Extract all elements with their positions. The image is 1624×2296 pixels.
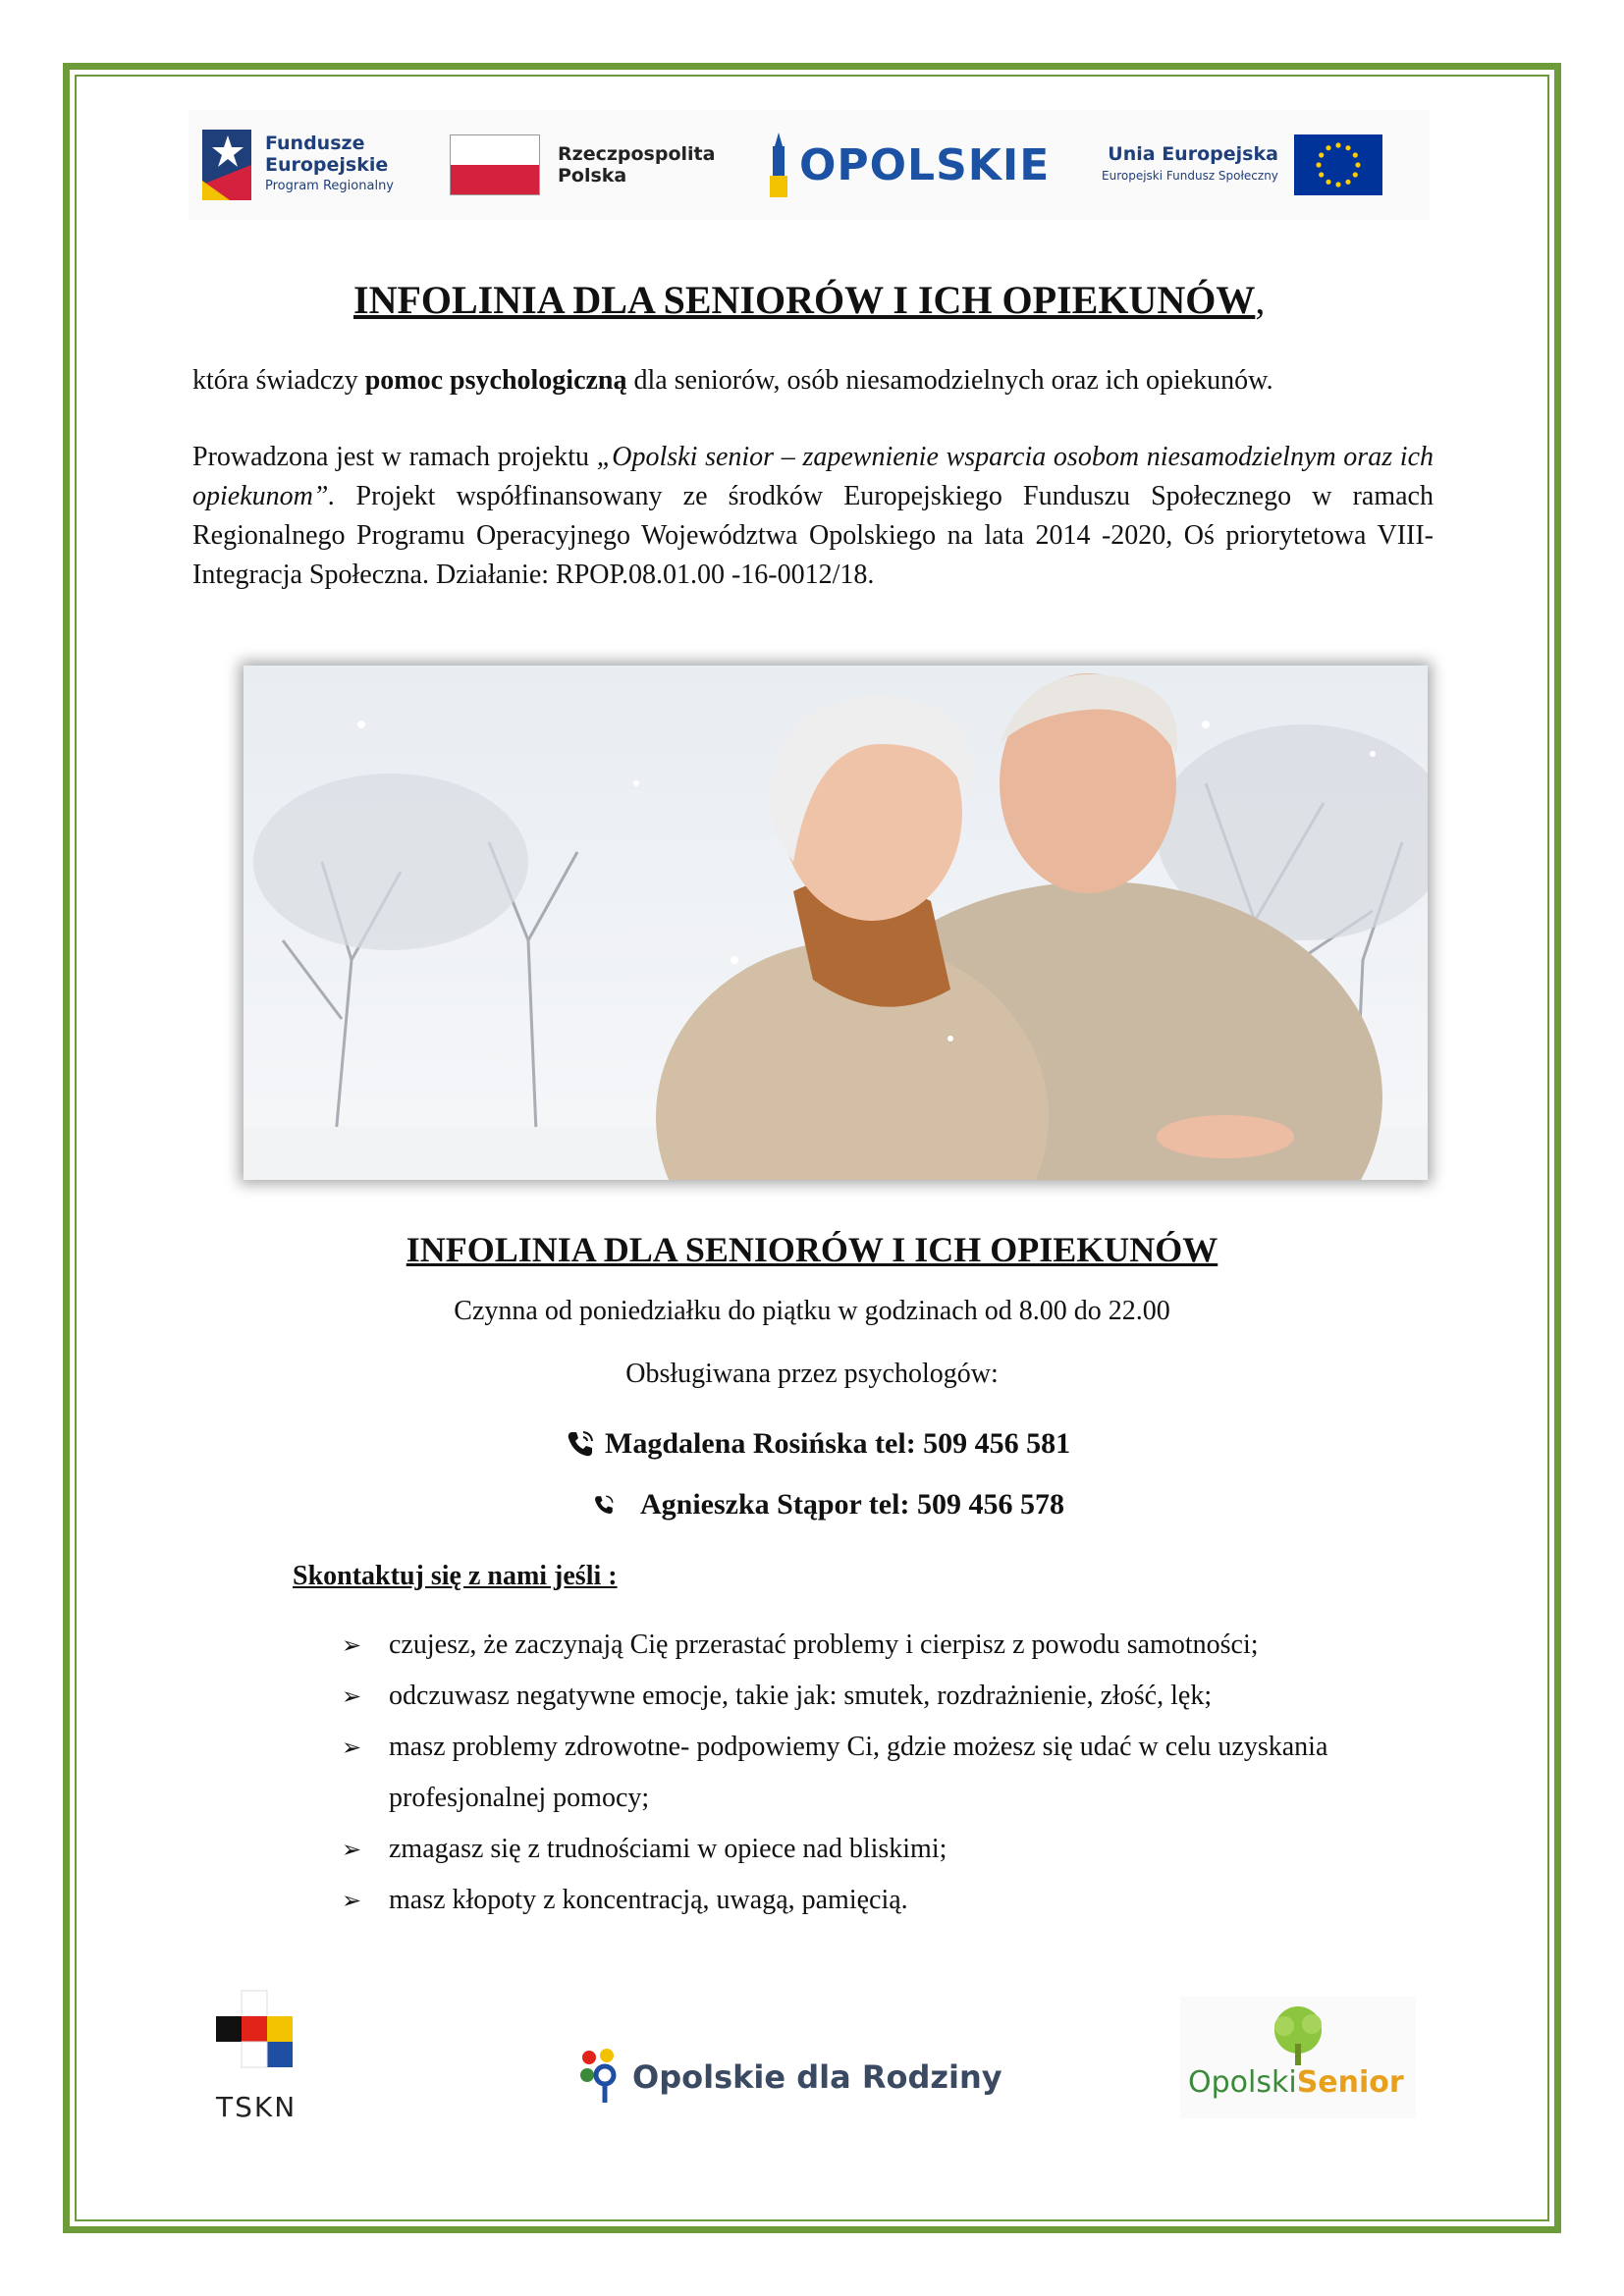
intro-before: która świadczy [192, 365, 365, 396]
rp-line2: Polska [558, 165, 627, 187]
opolskie-text: OPOLSKIE [799, 139, 1051, 190]
project-before: Prowadzona jest w ramach projektu [192, 442, 597, 472]
rp-line1: Rzeczpospolita [558, 143, 716, 165]
tree-icon [1259, 2004, 1337, 2067]
eu-star [1355, 162, 1360, 167]
opolskie-dla-rodziny-text: Opolskie dla Rodziny [632, 2058, 1002, 2096]
header-logo-strip [189, 110, 1430, 220]
list-item [342, 1824, 1432, 1875]
intro-bold: pomoc psychologiczną [364, 365, 627, 396]
eu-star [1335, 182, 1340, 187]
fe-line1: Fundusze [265, 133, 365, 154]
infoline-title-text: INFOLINIA DLA SENIORÓW I ICH OPIEKUNÓW [406, 1230, 1218, 1269]
intro-paragraph [192, 361, 1434, 400]
opolskie-logo [768, 110, 1050, 220]
arrow-bullet-icon: ➢ [342, 1836, 362, 1863]
seniors-photo [244, 666, 1428, 1180]
contact-magdalena-text: Magdalena Rosińska tel: 509 456 581 [605, 1427, 1071, 1460]
eu-star [1345, 145, 1350, 150]
eu-star [1319, 152, 1324, 157]
fe-line3: Program Regionalny [265, 179, 394, 193]
reasons-list [342, 1620, 1432, 1926]
rzeczpospolita-logo [450, 110, 715, 220]
project-title: „Opolski senior – zapewnienie wsparcia osobom niesamodzielnym oraz ich opiekunom”. [192, 442, 1434, 511]
tskn-logo [212, 1987, 320, 2124]
opolski-senior-part1: Opolski [1188, 2065, 1297, 2100]
tskn-squares-icon [212, 1987, 310, 2085]
eu-star [1316, 162, 1321, 167]
list-item-text: czujesz, że zaczynają Cię przerastać problemy i cierpisz z powodu samotności; [389, 1629, 1259, 1660]
page-title-comma: , [1255, 278, 1266, 322]
fe-star-icon [202, 126, 251, 204]
phone-icon [566, 1429, 595, 1459]
arrow-bullet-icon: ➢ [342, 1887, 362, 1914]
arrow-bullet-icon: ➢ [342, 1682, 362, 1710]
eu-star [1345, 180, 1350, 185]
list-item-text: masz problemy zdrowotne- podpowiemy Ci, gdzie możesz się udać w celu uzyskania profesjonalnej pomocy; [389, 1732, 1328, 1813]
fe-line2: Europejskie [265, 154, 389, 176]
eu-star [1319, 172, 1324, 177]
list-item-text: odczuwasz negatywne emocje, takie jak: smutek, rozdrażnienie, złość, lęk; [389, 1681, 1213, 1711]
unia-europejska-logo [1102, 110, 1382, 220]
opolskie-tower-icon [768, 133, 789, 197]
phone-icon [593, 1494, 615, 1516]
eu-line1: Unia Europejska [1108, 143, 1278, 165]
project-after: Projekt współfinansowany ze środków Europejskiego Funduszu Społecznego w ramach Regionalnego Programu Operacyjnego Województwa Opolskiego na lata 2014 -2020, Oś priorytetowa VIII- Integracja Społeczna. Działanie: RPOP.08.01.00 -16-0012/18. [192, 481, 1434, 590]
eu-flag-icon [1294, 134, 1382, 195]
project-paragraph [192, 438, 1434, 595]
arrow-bullet-icon: ➢ [342, 1631, 362, 1659]
page-title-text: INFOLINIA DLA SENIORÓW I ICH OPIEKUNÓW [353, 278, 1256, 322]
list-item [342, 1722, 1432, 1824]
contact-magdalena[interactable] [566, 1427, 1070, 1461]
intro-after: dla seniorów, osób niesamodzielnych oraz ich opiekunów. [626, 365, 1273, 396]
contact-agnieszka-text: Agnieszka Stąpor tel: 509 456 578 [640, 1488, 1064, 1521]
opolskie-dla-rodziny-logo [577, 2046, 1002, 2109]
eu-star [1353, 152, 1358, 157]
eu-star [1326, 180, 1330, 185]
eu-star [1353, 172, 1358, 177]
list-item [342, 1875, 1432, 1926]
opolski-senior-part2: Senior [1296, 2065, 1404, 2100]
list-item [342, 1671, 1432, 1722]
served-by: Obsługiwana przez psychologów: [625, 1359, 999, 1389]
opening-hours: Czynna od poniedziałku do piątku w godzinach od 8.00 do 22.00 [454, 1296, 1170, 1326]
fundusze-europejskie-logo [202, 110, 394, 220]
location-pin-icon [577, 2046, 624, 2109]
infoline-title [0, 1229, 1624, 1270]
list-item-text: zmagasz się z trudnościami w opiece nad bliskimi; [389, 1834, 947, 1864]
contact-heading: Skontaktuj się z nami jeśli : [293, 1561, 618, 1591]
arrow-bullet-icon: ➢ [342, 1734, 362, 1761]
eu-star [1335, 142, 1340, 147]
contact-agnieszka[interactable] [593, 1488, 1064, 1522]
eu-line2: Europejski Fundusz Społeczny [1102, 169, 1278, 183]
page-title [353, 277, 1265, 323]
opolski-senior-logo [1180, 1997, 1416, 2118]
poland-flag-icon [450, 134, 540, 195]
tskn-text: TSKN [216, 2091, 298, 2123]
eu-star [1326, 145, 1330, 150]
list-item [342, 1620, 1432, 1671]
list-item-text: masz kłopoty z koncentracją, uwagą, pamięcią. [389, 1885, 908, 1915]
